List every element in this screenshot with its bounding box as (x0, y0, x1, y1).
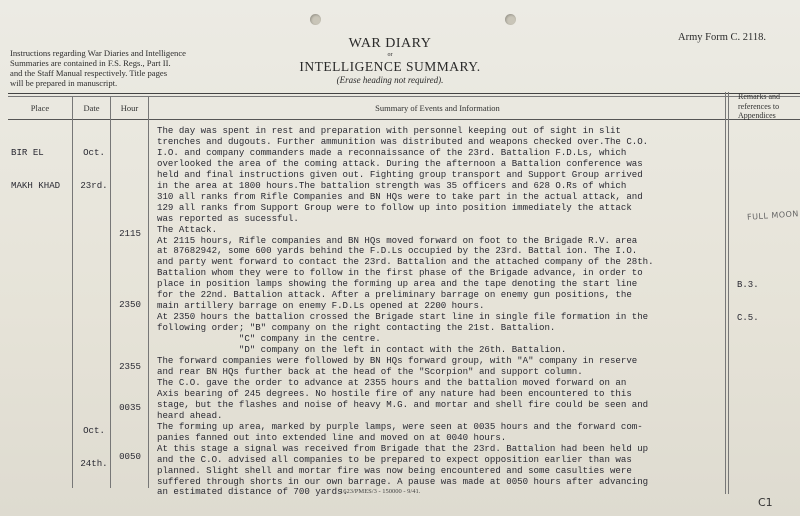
summary-line: heard ahead. (157, 409, 223, 421)
hour-entry: 2115 (119, 228, 141, 239)
summary-line: The Attack. (157, 223, 218, 235)
hour-entry: 0035 (119, 402, 141, 413)
summary-line: following order; "B" company on the right contacting the 21st. Battalion. (157, 322, 556, 334)
summary-line: panies fanned out into extended line and moved on at 0040 hours. (157, 431, 507, 443)
instructions-line: Instructions regarding War Diaries and Intelligence (10, 48, 186, 58)
summary-line: at 87682942, some 600 yards behind the F.D.Ls occupied by the 23rd. Battal ion. The I.O. (157, 245, 638, 257)
summary-line: and party went forward to contact the 23rd. Battalion and the attached company of the 28th. (157, 256, 654, 268)
remarks-header-line: Remarks and (738, 92, 780, 101)
column-header-date: Date (83, 103, 100, 113)
instructions-note (10, 48, 260, 88)
instructions-line: will be prepared in manuscript. (10, 78, 118, 88)
summary-line: The day was spent in rest and preparation with personnel keeping out of sight in slit (157, 125, 621, 136)
army-form-number: Army Form C. 2118. (678, 32, 766, 43)
summary-line: At 2115 hours, Rifle companies and BN HQs moved forward on foot to the Brigade R.V. area (157, 234, 638, 246)
column-divider (728, 92, 729, 494)
remarks-line: B.3. (737, 280, 759, 290)
summary-line: held and final instructions given out. Fighting group transport and Support Group arrived (157, 168, 643, 180)
place-entry (11, 126, 60, 214)
table-top-rule (8, 93, 800, 94)
summary-line: 310 all ranks from Rifle Companies and BN HQs were to take part in the actual attack, and (157, 190, 643, 202)
summary-line: The forward companies were followed by BN HQs forward group, with "A" company in reserve (157, 355, 638, 367)
print-reference: 1623/PMES/3 - 150000 - 9/41. (340, 488, 421, 495)
place-line: BIR EL (11, 146, 44, 158)
summary-line: for the 22nd. Battalion attack. After a preliminary barrage on enemy gun positions, the (157, 289, 632, 301)
instructions-line: and the Staff Manual respectively. Title pages (10, 68, 168, 78)
punch-hole (310, 14, 321, 25)
date-entry-23rd (74, 126, 114, 214)
header-bottom-rule (8, 119, 800, 120)
remarks-line: C.5. (737, 313, 759, 323)
date-entry-24th (74, 404, 114, 492)
remarks-header-line: references to (738, 101, 780, 111)
date-line: Oct. (83, 146, 105, 158)
summary-line: Battalion whom they were to follow in the first phase of the Brigade advance, in order to (157, 267, 643, 279)
summary-line: I.O. and company commanders made a reconnaissance of the 23rd. Battalion F.D.Ls, which (157, 146, 627, 158)
hour-entry: 2355 (119, 361, 141, 372)
summary-line: overlooked the area of the coming attack. During the afternoon a Battalion conference was (157, 157, 643, 169)
summary-line: stage, but the flashes and noise of heavy M.G. and mortar and shell fire could be seen and (157, 398, 649, 410)
column-header-summary: Summary of Events and Information (375, 103, 500, 113)
summary-line: The forming up area, marked by purple lamps, were seen at 0035 hours and the forward com- (157, 420, 643, 432)
remarks-entry (737, 258, 759, 346)
column-header-place: Place (30, 103, 50, 113)
summary-line: "D" company on the left in contact with the 26th. Battalion. (157, 344, 567, 356)
summary-line: place in position lamps showing the forming up area and the tape denoting the start line (157, 278, 638, 290)
summary-line: and rear BN HQs further back at the head of the "Scorpion" and support column. (157, 365, 583, 377)
summary-line: "C" company in the centre. (157, 333, 381, 345)
table-top-rule (8, 96, 800, 97)
summary-of-events (157, 126, 725, 498)
date-line: 23rd. (80, 179, 108, 191)
remarks-header-line: Appendices (738, 111, 776, 120)
column-divider (72, 96, 73, 488)
summary-line: 129 all ranks from Support Group were to follow up into position immediately the attack (157, 201, 632, 213)
hour-entry: 0050 (119, 451, 141, 462)
instructions-line: Summaries are contained in F.S. Regs., Part II. (10, 58, 171, 68)
column-header-remarks (738, 92, 800, 121)
title-or: or (387, 52, 393, 58)
column-divider (148, 96, 149, 488)
title-note: (Erase heading not required). (336, 75, 444, 85)
summary-line: trenches and dugouts. Further ammunition was distributed and weapons checked over.The C.O. (157, 135, 649, 147)
summary-line: main artillery barrage on enemy F.D.Ls opened at 2200 hours. (157, 300, 485, 312)
summary-line: Axis bearing of 245 degrees. No hostile fire of any nature had been encountered to this (157, 387, 632, 399)
column-divider (725, 92, 726, 494)
title-war-diary: WAR DIARY (348, 36, 432, 51)
summary-line: was reported as sucessful. (157, 212, 299, 224)
column-header-hour: Hour (120, 103, 139, 113)
page-number: C1 (758, 496, 773, 509)
hour-entry: 2350 (119, 299, 141, 310)
punch-hole (505, 14, 516, 25)
summary-line: planned. Slight shell and mortar fire was now being encountered and some casulties were (157, 464, 632, 476)
form-title (290, 36, 490, 85)
pencil-annotation: FULL MOON (746, 209, 800, 222)
summary-line: in the area at 1800 hours.The battalion strength was 35 officers and 628 O.Rs of which (157, 179, 627, 191)
date-line: Oct. (83, 424, 105, 436)
summary-line: The C.O. gave the order to advance at 2355 hours and the battalion moved forward on an (157, 376, 627, 388)
place-line: MAKH KHAD (11, 179, 61, 191)
summary-line: At this stage a signal was received from Brigade that the 23rd. Battalion had been held up (157, 442, 649, 454)
summary-line: At 2350 hours the battalion crossed the Brigade start line in single file formation in the (157, 311, 649, 323)
date-line: 24th. (80, 457, 108, 469)
title-intelligence-summary: INTELLIGENCE SUMMARY. (299, 59, 481, 74)
summary-line: an estimated distance of 700 yards. (157, 486, 348, 498)
summary-line: suffered through shorts in our own barrage. A pause was made at 0050 hours after advancing (157, 475, 649, 487)
summary-line: and the C.O. advised all companies to be prepared to expect opposition earlier than was (157, 453, 632, 465)
